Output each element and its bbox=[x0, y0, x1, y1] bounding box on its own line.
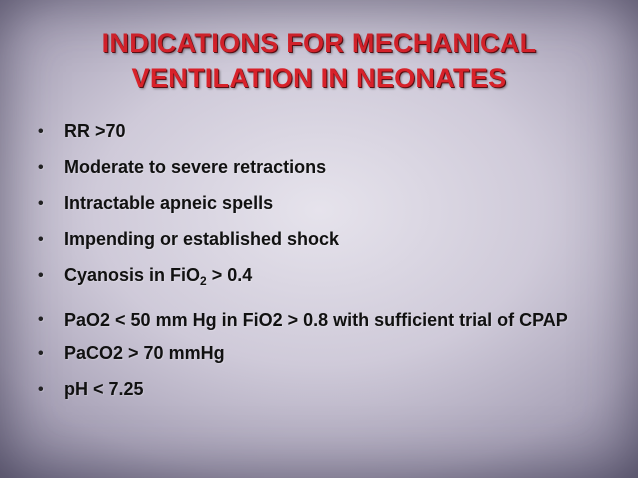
slide-title-line-1: INDICATIONS FOR MECHANICAL bbox=[101, 28, 537, 58]
bullet-text: Moderate to severe retractions bbox=[64, 157, 327, 177]
bullet-dot-icon: • bbox=[38, 195, 44, 212]
bullet-item bbox=[36, 341, 616, 366]
bullet-item bbox=[36, 305, 616, 335]
bullet-text: Intractable apneic spells bbox=[64, 193, 274, 213]
bullet-dot-icon: • bbox=[38, 381, 44, 398]
bullet-item bbox=[36, 377, 616, 402]
bullet-item bbox=[36, 155, 616, 180]
bullet-text-after: > 0.4 bbox=[206, 265, 253, 285]
slide-title-line-2: VENTILATION IN NEONATES bbox=[131, 63, 507, 93]
bullet-text-before: Cyanosis in FiO bbox=[64, 265, 201, 285]
bullet-list bbox=[36, 119, 616, 413]
bullet-dot-icon: • bbox=[38, 311, 44, 328]
bullet-text: PaCO2 > 70 mmHg bbox=[64, 343, 225, 363]
slide-title bbox=[0, 26, 638, 96]
bullet-item bbox=[36, 227, 616, 252]
bullet-text: Impending or established shock bbox=[64, 229, 340, 249]
bullet-item bbox=[36, 119, 616, 144]
bullet-text: pH < 7.25 bbox=[64, 379, 144, 399]
bullet-dot-icon: • bbox=[38, 123, 44, 140]
bullet-item bbox=[36, 191, 616, 216]
bullet-dot-icon: • bbox=[38, 231, 44, 248]
bullet-dot-icon: • bbox=[38, 267, 44, 284]
bullet-text: PaO2 < 50 mm Hg in FiO2 > 0.8 with sufficient trial of CPAP bbox=[64, 310, 568, 330]
bullet-item bbox=[36, 263, 616, 294]
bullet-dot-icon: • bbox=[38, 345, 44, 362]
bullet-text: RR >70 bbox=[64, 121, 126, 141]
bullet-dot-icon: • bbox=[38, 159, 44, 176]
bullet-subscript: 2 bbox=[200, 274, 207, 288]
